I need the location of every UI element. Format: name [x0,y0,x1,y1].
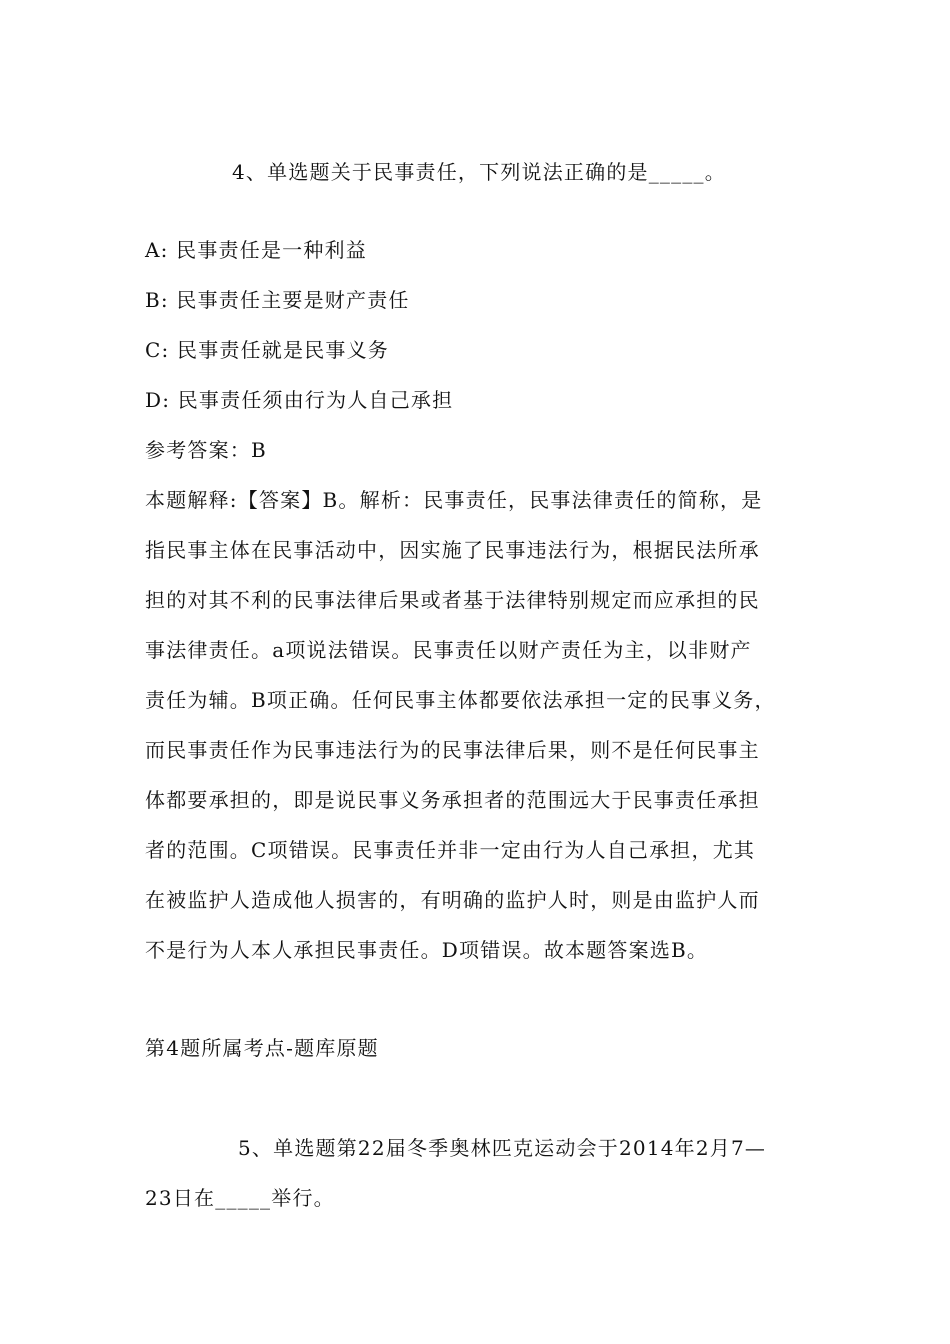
q4-answer: 参考答案：B [145,438,267,462]
q4-explanation-line: 担的对其不利的民事法律后果或者基于法律特别规定而应承担的民 [145,588,760,612]
q4-option-a: A: 民事责任是一种利益 [145,238,367,262]
q4-explanation-line: 在被监护人造成他人损害的，有明确的监护人时，则是由监护人而 [145,888,760,912]
q5-stem-line2: 23日在_____举行。 [145,1186,335,1210]
q4-explanation-line: 不是行为人本人承担民事责任。D项错误。故本题答案选B。 [145,938,709,962]
q4-explanation-line: 体都要承担的，即是说民事义务承担者的范围远大于民事责任承担 [145,788,760,812]
q4-topic: 第4题所属考点-题库原题 [145,1036,379,1060]
q4-option-c: C: 民事责任就是民事义务 [145,338,389,362]
q4-option-b: B: 民事责任主要是财产责任 [145,288,410,312]
q4-explanation-line: 本题解释:【答案】B。解析：民事责任，民事法律责任的简称，是 [145,488,763,512]
q4-explanation-line: 指民事主体在民事活动中，因实施了民事违法行为，根据民法所承 [145,538,760,562]
q4-explanation-line: 而民事责任作为民事违法行为的民事法律后果，则不是任何民事主 [145,738,760,762]
q4-explanation-line: 者的范围。C项错误。民事责任并非一定由行为人自己承担，尤其 [145,838,756,862]
q4-option-d: D: 民事责任须由行为人自己承担 [145,388,454,412]
q4-stem: 4、单选题关于民事责任，下列说法正确的是_____。 [232,160,726,184]
q5-stem-line1: 5、单选题第22届冬季奥林匹克运动会于2014年2月7— [238,1136,767,1160]
q4-explanation-line: 事法律责任。a项说法错误。民事责任以财产责任为主，以非财产 [145,638,752,662]
q4-explanation-line: 责任为辅。B项正确。任何民事主体都要依法承担一定的民事义务， [145,688,776,712]
